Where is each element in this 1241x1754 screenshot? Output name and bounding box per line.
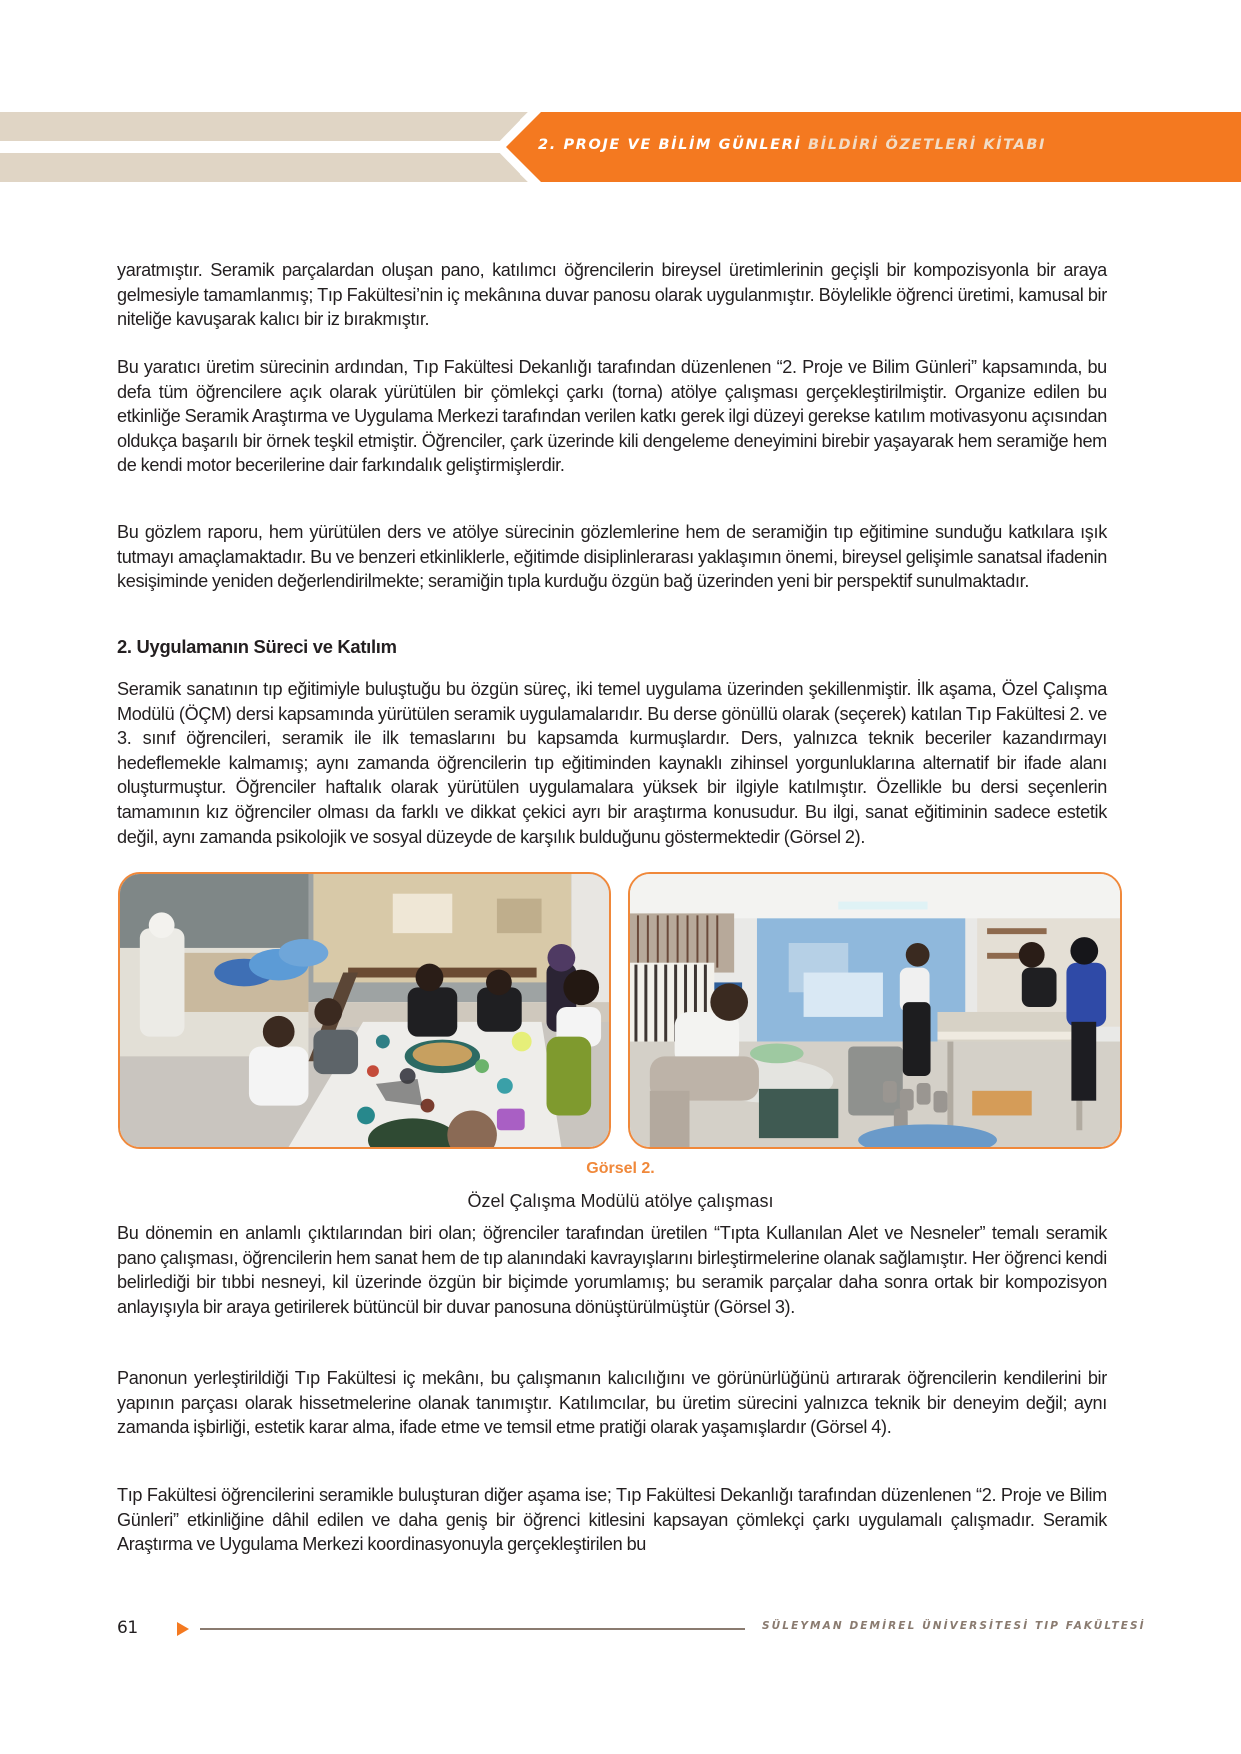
pottery-wheel-photo xyxy=(630,874,1120,1147)
section-heading: 2. Uygulamanın Süreci ve Katılım xyxy=(117,636,397,657)
footer-divider xyxy=(200,1628,745,1630)
paragraph-4: Seramik sanatının tıp eğitimiyle buluştuğu bu özgün süreç, iki temel uygulama üzerinden şekillenmiştir. İlk aşama, Özel Çalışma Modülü (ÖÇM) dersi kapsamında yürütülen seramik uygulamalarıdır. Bu derse gönüllü olarak (seçerek) katılan Tıp Fakültesi 2. ve 3. sınıf öğrencileri, seramik ile ilk temaslarını bu kapsamda kurmuşlardır. Ders, yalnızca teknik beceriler kazandırmayı hedeflemekle kalmamış; aynı zamanda öğrencilerin tıp eğitiminden kaynaklı zihinsel yorgunluklarına alternatif bir ifade alanı oluşturmuştur. Öğrenciler haftalık olarak yürütülen uygulamalara yüksek bir ilgiyle katılmıştır. Özellikle bu dersi seçenlerin tamamının kız öğrenciler olması da farklı ve dikkat çekici ayrı bir araştırma konusudur. Bu ilgi, sanat eğitiminin sadece estetik değil, aynı zamanda psikolojik ve sosyal düzeyde de karşılık bulduğunu göstermektedir (Görsel 2). xyxy=(117,678,1107,847)
page-number: 61 xyxy=(117,1618,138,1638)
footer-organization: SÜLEYMAN DEMİREL ÜNİVERSİTESİ TIP FAKÜLTESİ xyxy=(762,1620,1146,1632)
figure-label: Görsel 2. xyxy=(586,1160,655,1177)
paragraph-3: Bu gözlem raporu, hem yürütülen ders ve atölye sürecinin gözlemlerine hem de seramiğin tıp eğitimine sunduğu katkılara ışık tutmayı amaçlamaktadır. Bu ve benzeri etkinliklerle, eğitimde disiplinlerarası yaklaşımın önemi, bireysel gelişimle sanatsal ifadenin kesişiminde yeniden değerlendirilmekte; seramiğin tıpla kurduğu özgün bağ üzerinden yeni bir perspektif sunulmaktadır. xyxy=(117,521,1107,592)
paragraph-6: Panonun yerleştirildiği Tıp Fakültesi iç mekânı, bu çalışmanın kalıcılığını ve görünürlüğünü artırarak öğrencilerin kendilerini bir yapının parçası olarak hissetmelerine olanak tanımıştır. Katılımcılar, bu üretim sürecini yalnızca teknik bir deneyim değil; aynı zamanda işbirliği, estetik karar alma, ifade etme ve temsil etme pratiği olarak yaşamışlardır (Görsel 4). xyxy=(117,1367,1107,1438)
figure-image-right xyxy=(628,872,1122,1149)
figure-image-left xyxy=(118,872,611,1149)
header-title-secondary: BİLDİRİ ÖZETLERİ KİTABI xyxy=(808,137,1047,153)
header-title xyxy=(538,136,1238,154)
header-title-primary: 2. PROJE VE BİLİM GÜNLERİ xyxy=(538,137,802,153)
paragraph-1: yaratmıştır. Seramik parçalardan oluşan pano, katılımcı öğrencilerin bireysel üretimlerinin geçişli bir kompozisyonla bir araya gelmesiyle tamamlanmış; Tıp Fakültesi’nin iç mekânına duvar panosu olarak uygulanmıştır. Böylelikle öğrenci üretimi, kamusal bir niteliğe kavuşarak kalıcı bir iz bırakmıştır. xyxy=(117,259,1107,330)
paragraph-2: Bu yaratıcı üretim sürecinin ardından, Tıp Fakültesi Dekanlığı tarafından düzenlenen “2. Proje ve Bilim Günleri” kapsamında, bu defa tüm öğrencilere açık olarak yürütülen bir çömlekçi çarkı (torna) atölye çalışması gerçekleştirilmiştir. Organize edilen bu etkinliğe Seramik Araştırma ve Uygulama Merkezi tarafından verilen katkı gerek ilgi düzeyi gerekse katılım motivasyonu açısından oldukça başarılı bir örnek teşkil etmiştir. Öğrenciler, çark üzerinde kili dengeleme deneyimini birebir yaşayarak hem seramiğe hem de kendi motor becerilerine dair farkındalık geliştirmişlerdir. xyxy=(117,356,1107,476)
figure-caption: Özel Çalışma Modülü atölye çalışması xyxy=(467,1191,774,1211)
footer-arrow-icon xyxy=(177,1622,189,1636)
paragraph-7: Tıp Fakültesi öğrencilerini seramikle buluşturan diğer aşama ise; Tıp Fakültesi Dekanlığı tarafından düzenlenen “2. Proje ve Bilim Günleri” etkinliğine dâhil edilen ve daha geniş bir öğrenci kitlesini kapsayan çömlekçi çarkı uygulamalı çalışmadır. Seramik Araştırma ve Uygulama Merkezi koordinasyonuyla gerçekleştirilen bu xyxy=(117,1484,1107,1555)
workshop-painting-photo xyxy=(120,874,609,1147)
paragraph-5: Bu dönemin en anlamlı çıktılarından biri olan; öğrenciler tarafından üretilen “Tıpta Kullanılan Alet ve Nesneler” temalı seramik pano çalışması, öğrencilerin hem sanat hem de tıp alanındaki kavrayışlarını birleştirmelerine olanak sağlamıştır. Her öğrenci kendi belirlediği bir tıbbi nesneyi, kil üzerinde özgün bir biçimde yorumlamış; bu seramik parçalar daha sonra ortak bir kompozisyon anlayışıyla bir araya getirilerek bütüncül bir duvar panosuna dönüştürülmüştür (Görsel 3). xyxy=(117,1222,1107,1317)
